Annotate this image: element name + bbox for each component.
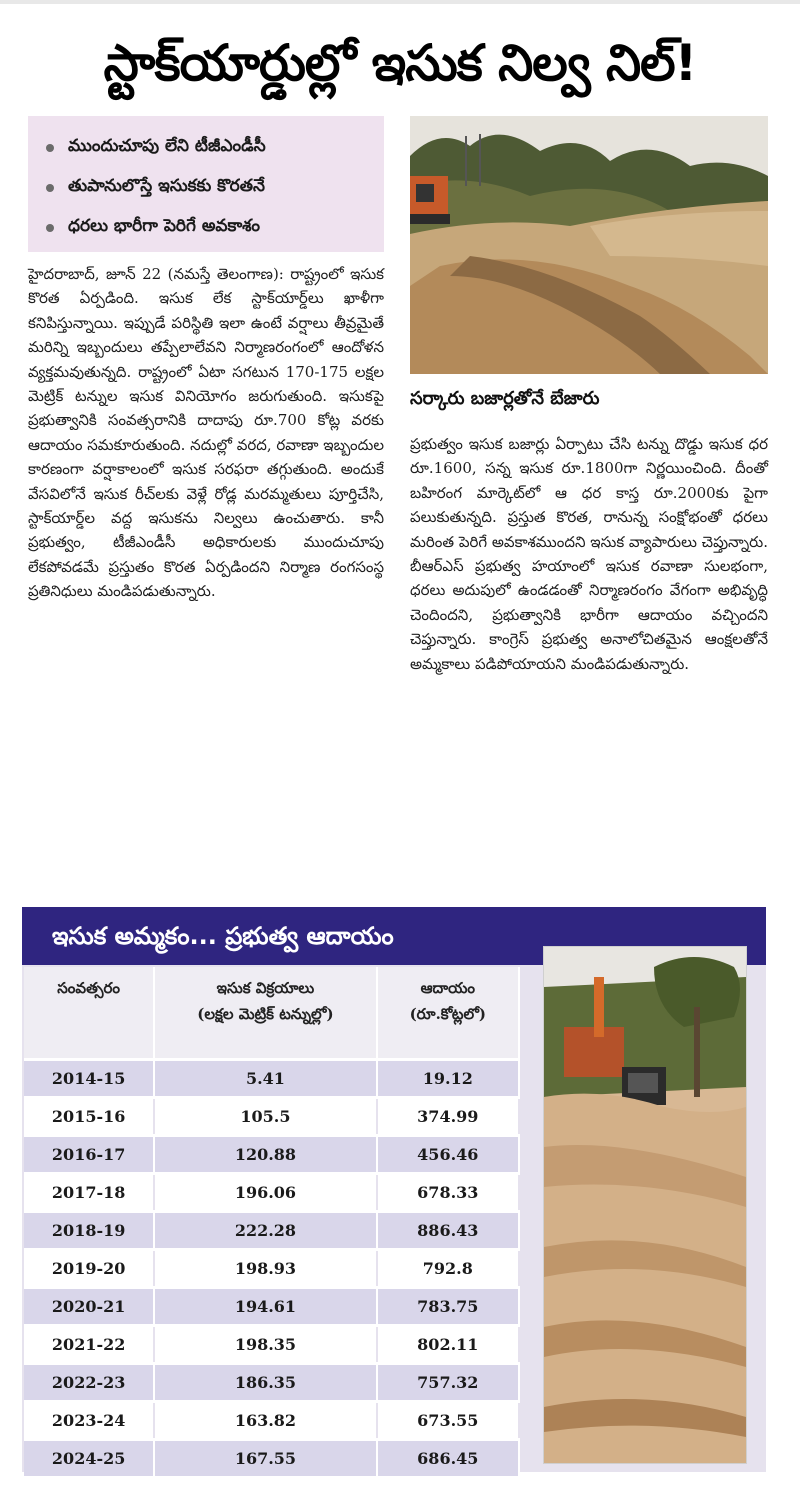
cell-year: 2019-20 xyxy=(24,1250,154,1288)
table-row xyxy=(24,1098,519,1136)
col-header-sales: ఇసుక విక్రయాలు (లక్షల మెట్రిక్ టన్నుల్లో) xyxy=(154,967,376,1060)
cell-year: 2014-15 xyxy=(24,1060,154,1098)
cell-sales: 167.55 xyxy=(154,1440,376,1477)
cell-revenue: 802.11 xyxy=(377,1326,519,1364)
cell-revenue: 686.45 xyxy=(377,1440,519,1477)
cell-year: 2024-25 xyxy=(24,1440,154,1477)
sand-loading-photo xyxy=(543,946,747,1464)
cell-year: 2017-18 xyxy=(24,1174,154,1212)
cell-sales: 5.41 xyxy=(154,1060,376,1098)
table-row xyxy=(24,1250,519,1288)
stockyard-photo-illustration xyxy=(410,116,768,374)
table-row xyxy=(24,1174,519,1212)
cell-revenue: 456.46 xyxy=(377,1136,519,1174)
highlight-item xyxy=(46,208,384,248)
cell-year: 2022-23 xyxy=(24,1364,154,1402)
highlight-item xyxy=(46,168,384,208)
cell-sales: 186.35 xyxy=(154,1364,376,1402)
sand-loading-photo-illustration xyxy=(544,947,746,1463)
table-row xyxy=(24,1326,519,1364)
cell-sales: 196.06 xyxy=(154,1174,376,1212)
bullet-icon xyxy=(46,184,54,192)
top-divider xyxy=(0,0,800,4)
cell-sales: 198.35 xyxy=(154,1326,376,1364)
cell-revenue: 374.99 xyxy=(377,1098,519,1136)
stockyard-photo xyxy=(410,116,768,374)
cell-sales: 163.82 xyxy=(154,1402,376,1440)
table-header-row xyxy=(24,967,519,1060)
cell-revenue: 678.33 xyxy=(377,1174,519,1212)
headline: స్టాక్‌యార్డుల్లో ఇసుక నిల్వ నిల్! xyxy=(103,34,697,92)
table-row xyxy=(24,1060,519,1098)
cell-revenue: 757.32 xyxy=(377,1364,519,1402)
cell-year: 2018-19 xyxy=(24,1212,154,1250)
table-row xyxy=(24,1212,519,1250)
article-body-right: ప్రభుత్వం ఇసుక బజార్లు ఏర్పాటు చేసి టన్ను దొడ్డు ఇసుక ధర రూ.1600, సన్న ఇసుక రూ.1800గా నిర్ణయించింది. దీంతో బహిరంగ మార్కెట్‌లో ఆ ధర కాస్త రూ.2000కు పైగా పలుకుతున్నది. ప్రస్తుత కొరత, రానున్న సంక్షోభంతో ధరలు మరింత పెరిగే అవకాశముందని ఇసుక వ్యాపారులు చెప్తున్నారు. బీఆర్‌ఎస్ ప్రభుత్వ హయాంలో ఇసుక రవాణా సులభంగా, ధరలు అదుపులో ఉండడంతో నిర్మాణరంగం వేగంగా అభివృద్ధి చెందిందని, ప్రభుత్వానికి భారీగా ఆదాయం వచ్చిందని చెప్తున్నారు. కాంగ్రెస్ ప్రభుత్వ అనాలోచితమైన ఆంక్షలతోనే అమ్మకాలు పడిపోయాయని మండిపడుతున్నారు. xyxy=(410,435,768,673)
table-row xyxy=(24,1440,519,1477)
sand-sales-table xyxy=(24,967,520,1476)
table-title: ఇసుక అమ్మకం... ప్రభుత్వ ఆదాయం xyxy=(52,922,394,950)
col-header-revenue: ఆదాయం (రూ.కోట్లలో) xyxy=(377,967,519,1060)
cell-sales: 105.5 xyxy=(154,1098,376,1136)
highlights-box xyxy=(28,116,384,252)
table-row xyxy=(24,1288,519,1326)
highlight-item xyxy=(46,128,384,168)
cell-year: 2023-24 xyxy=(24,1402,154,1440)
cell-revenue: 19.12 xyxy=(377,1060,519,1098)
bullet-icon xyxy=(46,144,54,152)
cell-year: 2016-17 xyxy=(24,1136,154,1174)
table-body xyxy=(24,1060,519,1477)
table-row xyxy=(24,1402,519,1440)
subheading: సర్కారు బజార్లతోనే బేజారు xyxy=(410,388,600,409)
bullet-icon xyxy=(46,224,54,232)
cell-revenue: 673.55 xyxy=(377,1402,519,1440)
highlight-text: ముందుచూపు లేని టీజీఎండీసీ xyxy=(68,136,266,156)
article-body-left: హైదరాబాద్, జూన్ 22 (నమస్తే తెలంగాణ): రాష్ట్రంలో ఇసుక కొరత ఏర్పడింది. ఇసుక లేక స్టాక్‌యార్డ్‌లు ఖాళీగా కనిపిస్తున్నాయి. ఇప్పుడే పరిస్థితి ఇలా ఉంటే వర్షాలు తీవ్రమైతే మరిన్ని ఇబ్బందులు తప్పేలాలేవని నిర్మాణరంగంలో ఆందోళన వ్యక్తమవుతున్నది. రాష్ట్రంలో ఏటా సగటున 170-175 లక్షల మెట్రిక్ టన్నుల ఇసుక వినియోగం జరుగుతుంది. ఇసుకపై ప్రభుత్వానికి సంవత్సరానికి దాదాపు రూ.700 కోట్ల వరకు ఆదాయం సమకూరుతుంది. నదుల్లో వరద, రవాణా ఇబ్బందుల కారణంగా వర్షాకాలంలో ఇసుక సరఫరా తగ్గుతుంది. అందుకే వేసవిలోనే ఇసుక రీచ్‌లకు వెళ్లే రోడ్ల మరమ్మతులు పూర్తిచేసి, స్టాక్‌యార్డ్‌ల వద్ద ఇసుకను నిల్వలు ఉంచుతారు. కానీ ప్రభుత్వం, టీజీఎండీసీ అధికారులకు ముందుచూపు లేకపోవడమే ప్రస్తుతం కొరత ఏర్పడిందని నిర్మాణ రంగసంస్థ ప్రతినిధులు మండిపడుతున్నారు. xyxy=(28,265,384,601)
col-header-year: సంవత్సరం xyxy=(24,967,154,1060)
cell-sales: 194.61 xyxy=(154,1288,376,1326)
cell-sales: 120.88 xyxy=(154,1136,376,1174)
table-row xyxy=(24,1364,519,1402)
table-row xyxy=(24,1136,519,1174)
cell-year: 2015-16 xyxy=(24,1098,154,1136)
highlight-text: ధరలు భారీగా పెరిగే అవకాశం xyxy=(68,216,261,236)
cell-sales: 198.93 xyxy=(154,1250,376,1288)
highlight-text: తుపానులొస్తే ఇసుకకు కొరతనే xyxy=(68,176,265,196)
cell-sales: 222.28 xyxy=(154,1212,376,1250)
cell-revenue: 886.43 xyxy=(377,1212,519,1250)
cell-revenue: 783.75 xyxy=(377,1288,519,1326)
cell-year: 2021-22 xyxy=(24,1326,154,1364)
cell-revenue: 792.8 xyxy=(377,1250,519,1288)
cell-year: 2020-21 xyxy=(24,1288,154,1326)
